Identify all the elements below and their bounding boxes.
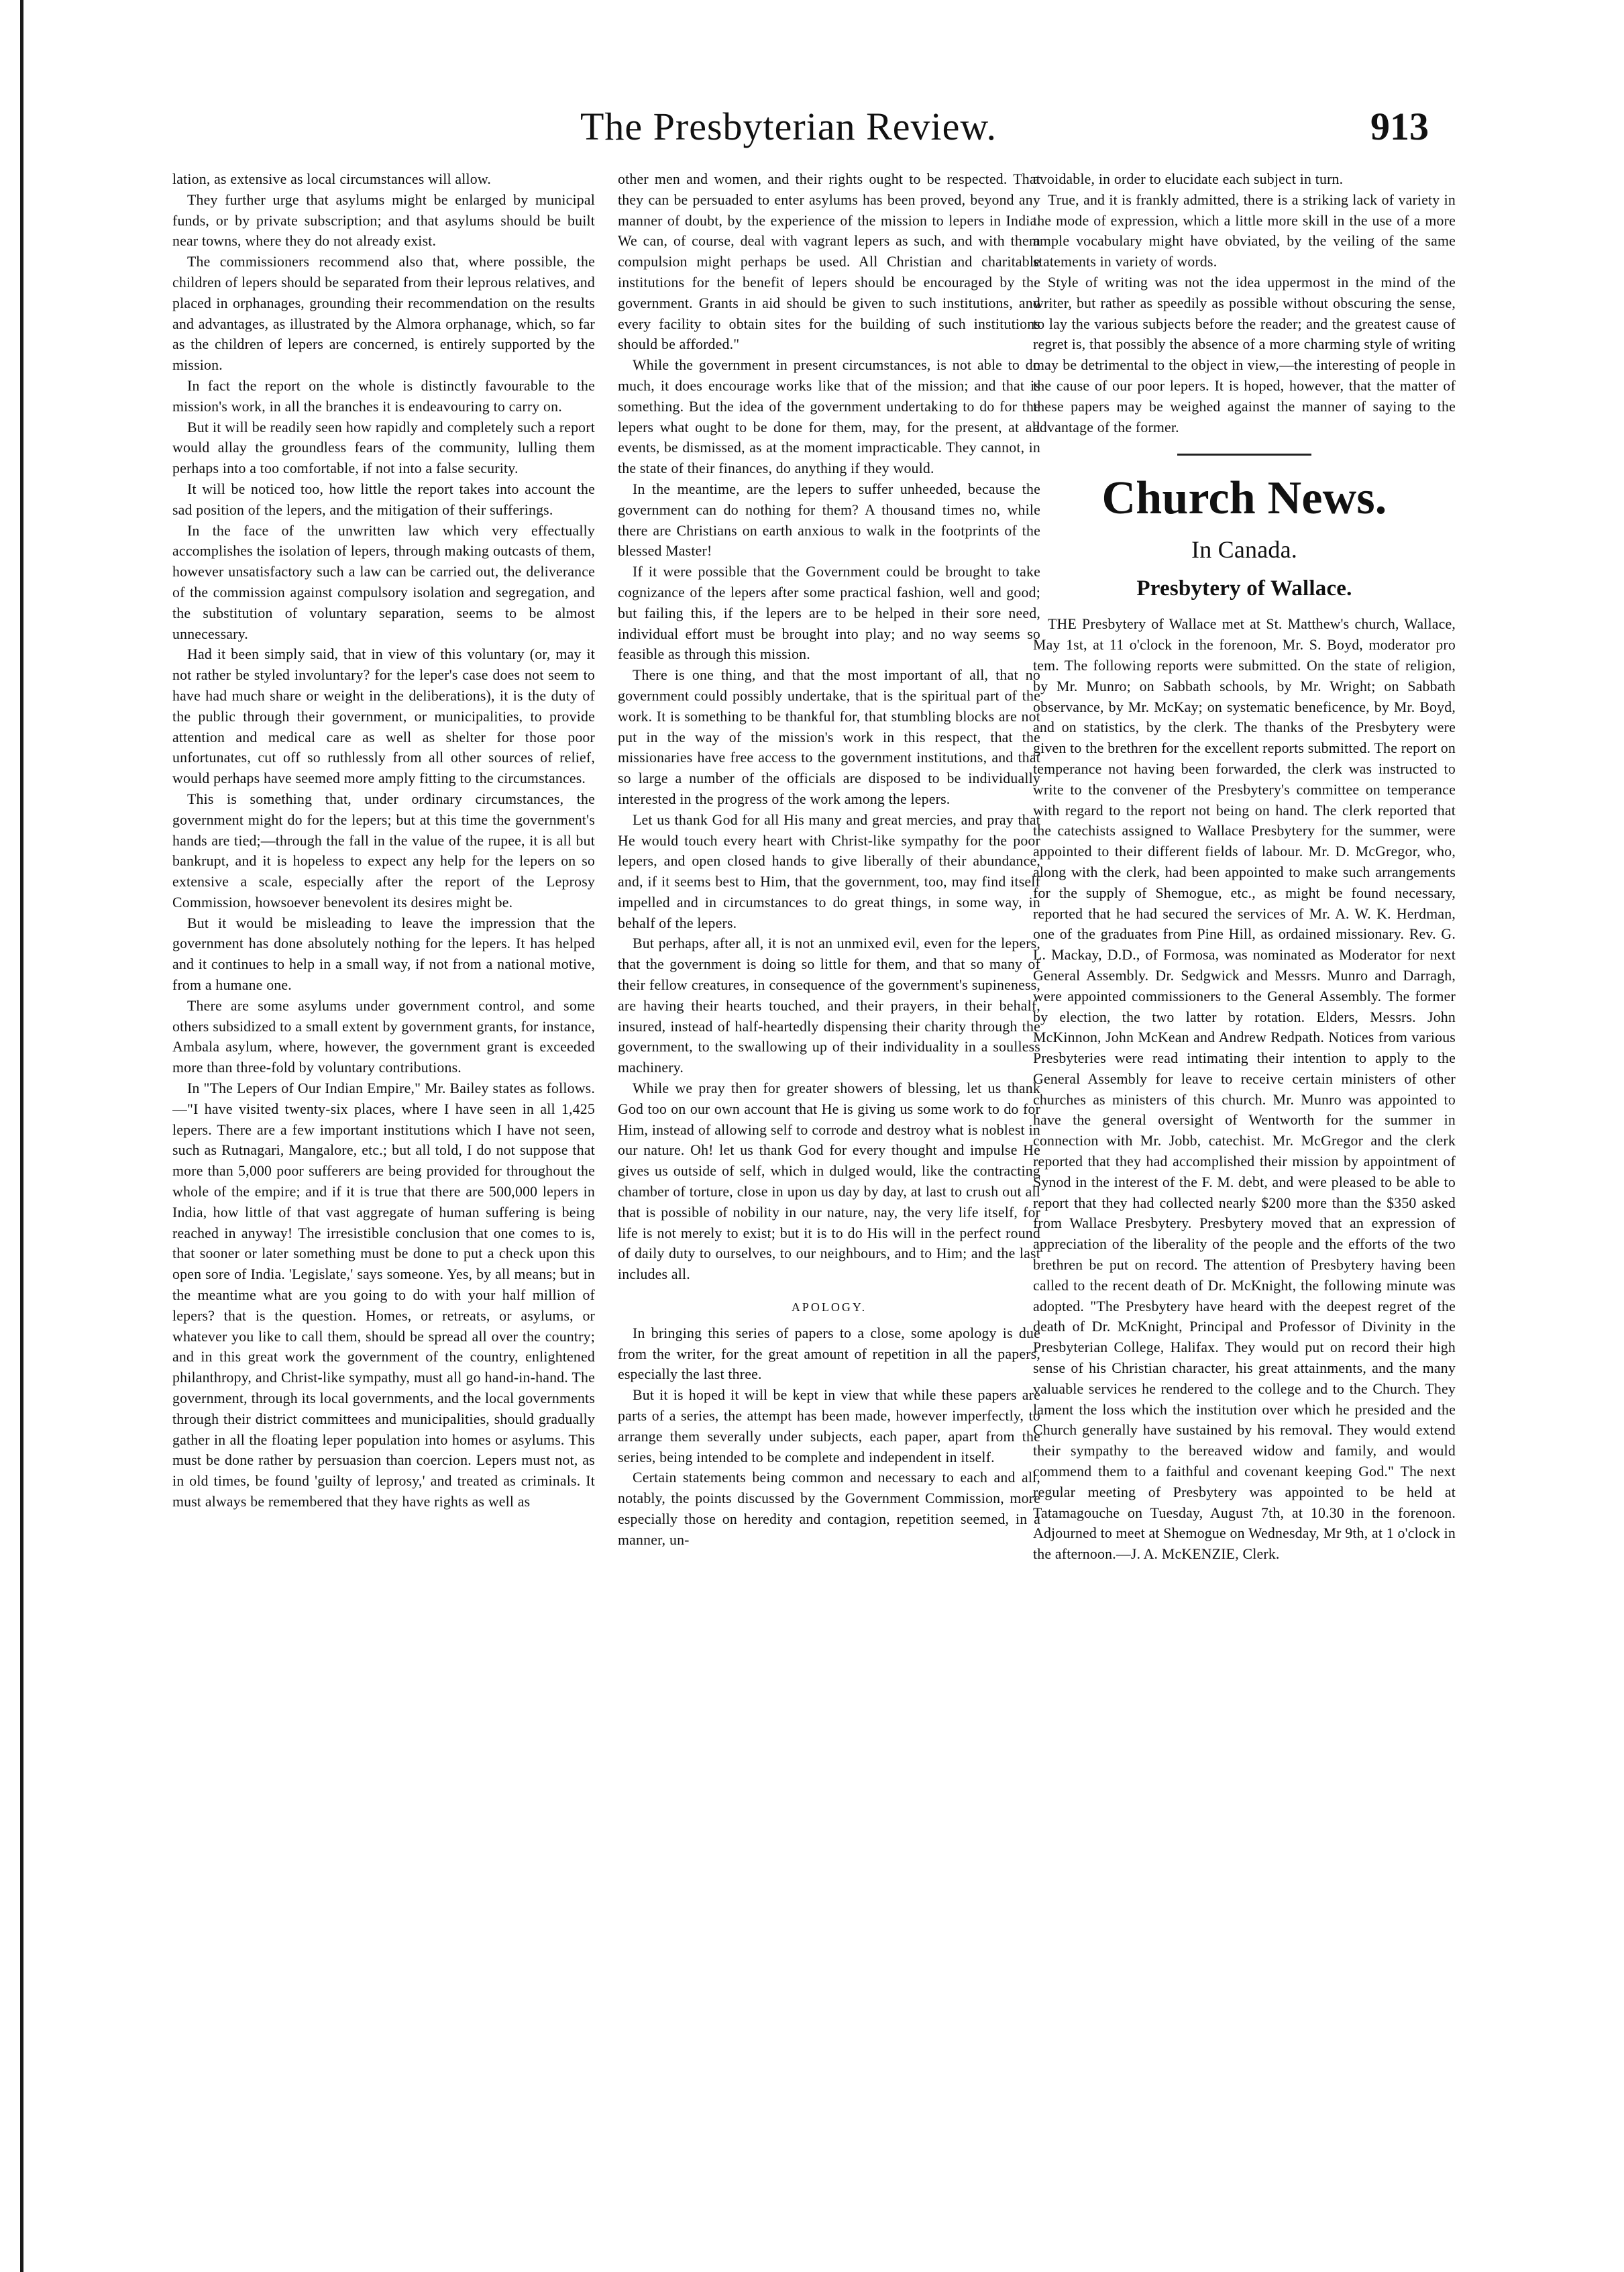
paragraph: In "The Lepers of Our Indian Empire," Mr. Bailey states as follows.—"I have visited twenty-six places, where I have seen in all 1,425 lepers. There are a few important institutions which I have not seen, such as Rutnagari, Mangalore, etc.; but all told, I do not suppose that more than 5,000 poor sufferers are being provided for throughout the whole of the empire; and if it is true that there are 500,000 lepers in India, how little of that vast aggregate of human suffering is being reached in anyway! The irresistible conclusion that one comes to is, that sooner or later something must be done to put a check upon this open sore of India. 'Legislate,' says someone. Yes, by all means; but in the meantime what are you going to do with your half million of lepers? that is the question. Homes, or retreats, or asylums, or whatever you like to call them, should be spread all over the country; and in this great work the government of the country, enlightened philanthropy, and Christ-like sympathy, must all go hand-in-hand. The government, through its local governments, and the local governments through their district committees and municipalities, should gradually gather in all the floating leper population into homes or asylums. This must be done rather by persuasion than coercion. Lepers must not, as in old times, be found 'guilty of leprosy,' and treated as criminals. It must always be remembered that they have rights as well as: [172, 1080, 595, 1510]
paragraph: In fact the report on the whole is distinctly favourable to the mission's work, in all the branches it is endeavouring to carry on.: [172, 377, 595, 415]
paragraph: This is something that, under ordinary circumstances, the government might do for the lepers; but at this time the government's hands are tied;—through the fall in the value of the rupee, it is all but bankrupt, and it is hopeless to expect any help for the lepers on so extensive a scale, especially after the report of the Leprosy Commission, howsoever benevolent its desires might be.: [172, 790, 595, 911]
paragraph: But it would be misleading to leave the impression that the government has done absolutely nothing for the lepers. It has helped and it continues to help in a small way, if not from a national motive, from a humane one.: [172, 915, 595, 994]
column-3: [1033, 169, 1456, 2236]
section-subtitle: In Canada.: [1191, 536, 1297, 564]
paragraph: While the government in present circumstances, is not able to do much, it does encourage works like that of the mission; and that is something. But the idea of the government undertaking to do for the lepers what ought to be done for them, may, for the present, at all events, be dismissed, as at the moment impracticable. They cannot, in the state of their finances, do anything if they would.: [618, 357, 1040, 477]
paragraph: Style of writing was not the idea uppermost in the mind of the writer, but rather as speedily as possible without obscuring the sense, to lay the various subjects before the reader; and the greatest cause of regret is, that possibly the absence of a more charming style of writing may be detrimental to the object in view,—the interesting of people in the cause of our poor lepers. It is hoped, however, that the matter of these papers may be weighed against the manner of saying to the advantage of the former.: [1033, 274, 1456, 435]
paragraph: True, and it is frankly admitted, there is a striking lack of variety in the mode of expression, which a little more skill in the use of a more ample vocabulary might have obviated, by the veiling of the same statements in variety of words.: [1033, 191, 1456, 270]
paragraph: other men and women, and their rights ought to be respected. That they can be persuaded to enter asylums has been proved, beyond any manner of doubt, by the experience of the mission to lepers in India. We can, of course, deal with vagrant lepers as such, and with them compulsion might perhaps be used. All Christian and charitable institutions for the benefit of lepers should be encouraged by the government. Grants in aid should be given to such institutions, and every facility to obtain sites for the building of such institutions should be afforded.": [618, 171, 1040, 353]
page-edge-rule: [20, 0, 23, 2272]
paragraph: But it will be readily seen how rapidly and completely such a report would allay the groundless fears of the community, lulling them perhaps into a too comfortable, if not into a false security.: [172, 419, 595, 477]
column-1: [172, 169, 595, 2236]
paragraph: But it is hoped it will be kept in view that while these papers are parts of a series, the attempt has been made, however imperfectly, to arrange them severally under subjects, each paper, apart from the series, being intended to be complete and independent in itself.: [618, 1387, 1040, 1465]
paragraph: Had it been simply said, that in view of this voluntary (or, may it not rather be styled involuntary? for the leper's case does not seem to have had much share or weight in the deliberations), it is the duty of the public through their government, or municipalities, to provide attention and medical care as well as shelter for those poor unfortunates, cut off so ruthlessly from all other sources of relief, would perhaps have seemed more amply fitting to the circumstances.: [172, 646, 595, 787]
paragraph: THE Presbytery of Wallace met at St. Matthew's church, Wallace, May 1st, at 11 o'clock in the forenoon, Mr. S. Boyd, moderator pro tem. The following reports were submitted. On the state of religion, by Mr. Munro; on Sabbath schools, by Mr. Wright; on Sabbath observance, by Mr. McKay; on systematic beneficence, by Mr. Boyd, and on statistics, by the clerk. The thanks of the Presbytery were given to the brethren for the excellent reports submitted. The report on temperance not having been forwarded, the clerk was instructed to write to the convener of the Presbytery's committee on temperance with regard to the report not being on hand. The clerk reported that the catechists assigned to Wallace Presbytery for the summer, were appointed to their different fields of labour. Mr. D. McGregor, who, along with the clerk, had been appointed to make such arrangements for the supply of Shemogue, etc., as might be found necessary, reported that he had secured the services of Mr. A. W. K. Herdman, one of the graduates from Pine Hill, as ordained missionary. Rev. G. L. Mackay, D.D., of Formosa, was nominated as Moderator for next General Assembly. Dr. Sedgwick and Messrs. Munro and Darragh, were appointed commissioners to the General Assembly. The former by election, the two latter by rotation. Elders, Messrs. John McKinnon, John McKean and Andrew Redpath. Notices from various Presbyteries were read intimating their intention to apply to the General Assembly for leave to receive certain ministers of other churches as ministers of this church. Mr. Munro was appointed to have the general oversight of Wentworth for the summer in connection with Mr. Jobb, catechist. Mr. McGregor and the clerk reported that they had accomplished their mission by appointment of Synod in the interest of the F. M. debt, and were pleased to be able to report that they had collected nearly $200 more than the $350 asked from Wallace Presbytery. Presbytery moved that an expression of appreciation of the liberality of the people and the efforts of the two brethren be put on record. The attention of Presbytery having been called to the recent death of Dr. McKnight, the following minute was adopted. "The Presbytery have heard with the deepest regret of the death of Dr. McKnight, Principal and Professor of Divinity in the Presbyterian College, Halifax. They would put on record their high sense of his Christian character, his great attainments, and the many valuable services he rendered to the college and to the Church. They lament the loss which the institution over which he presided and the Church generally have sustained by his removal. They would extend their sympathy to the bereaved widow and family, and would commend them to a faithful and covenant keeping God." The next regular meeting of Presbytery was appointed to be held at Tatamagouche on Tuesday, August 7th, at 10.30 in the forenoon. Adjourned to meet at Shemogue on Wednesday, Mr 9th, at 1 o'clock in the afternoon.—J. A. McKENZIE, Clerk.: [1033, 616, 1456, 1563]
paragraph: If it were possible that the Government could be brought to take cognizance of the lepers after some practical fashion, well and good; but failing this, if the lepers are to be helped in their sore need, individual effort must be brought into play; and no way seems so feasible as through this mission.: [618, 564, 1040, 663]
paragraph: There is one thing, and that the most important of all, that no government could possibly undertake, that is the spiritual part of the work. It is something to be thankful for, that stumbling blocks are not put in the way of the mission's work in this respect, that the missionaries have free access to the government institutions, and that so large a number of the officials are disposed to be individually interested in the progress of the work among the lepers.: [618, 667, 1040, 807]
paragraph: In bringing this series of papers to a close, some apology is due from the writer, for the great amount of repetition in all the papers, especially the last three.: [618, 1325, 1040, 1383]
paragraph: In the meantime, are the lepers to suffer unheeded, because the government can do nothing for them? A thousand times no, while there are Christians on earth anxious to walk in the footprints of the blessed Master!: [618, 480, 1040, 560]
section-divider: [1177, 454, 1311, 456]
paragraph: While we pray then for greater showers of blessing, let us thank God too on our own account that He is giving us some work to do for Him, instead of allowing self to corrode and destroy what is noblest in our nature. Oh! let us thank God for every thought and impulse He gives us outside of self, which in dulged would, like the contracting chamber of torture, close in upon us day by day, at last to crush out all that is possible of nobility in our nature, nay, the very life itself, for life is not merely to exist; but it is to do His will in the perfect round of daily duty to ourselves, to our neighbours, and to Him; and the last includes all.: [618, 1080, 1040, 1283]
section-title: Church News.: [1101, 472, 1387, 525]
running-title: The Presbyterian Review.: [580, 105, 997, 148]
paragraph: There are some asylums under government control, and some others subsidized to a small extent by government grants, for instance, Ambala asylum, where, however, the government grant is exceeded more than three-fold by voluntary contributions.: [172, 997, 595, 1076]
paragraph: The commissioners recommend also that, where possible, the children of lepers should be separated from their leprous relatives, and placed in orphanages, grounding their recommendation on the results and advantages, as illustrated by the Almora orphanage, which, so far as the children of lepers are concerned, is entirely supported by the mission.: [172, 254, 595, 374]
column-2: [618, 169, 1040, 2236]
apology-heading: APOLOGY.: [791, 1300, 867, 1314]
paragraph: Certain statements being common and necessary to each and all, notably, the points discussed by the Government Commission, more especially those on heredity and contagion, repetition seemed, in a manner, un-: [618, 1469, 1040, 1548]
paragraph: It will be noticed too, how little the report takes into account the sad position of the lepers, and the mitigation of their sufferings.: [172, 480, 595, 518]
paragraph: Let us thank God for all His many and great mercies, and pray that He would touch every heart with Christ-like sympathy for the poor lepers, and open closed hands to give liberally of their abundance, and, if it seems best to Him, that the government, too, may find itself impelled and in circumstances to do great things, in some way, in behalf of the lepers.: [618, 811, 1040, 931]
page-header: [171, 101, 1456, 174]
page-number: 913: [1370, 105, 1429, 148]
paragraph: In the face of the unwritten law which very effectually accomplishes the isolation of lepers, through making outcasts of them, however unsatisfactory such a law can be carried out, the deliverance of the commission against compulsory isolation and segregation, and the substitution of voluntary separation, seems to be almost unnecessary.: [172, 522, 595, 642]
paragraph: They further urge that asylums might be enlarged by municipal funds, or by private subscription; and that asylums should be built near towns, where they do not already exist.: [172, 191, 595, 250]
paragraph: avoidable, in order to elucidate each subject in turn.: [1033, 171, 1344, 187]
paragraph: lation, as extensive as local circumstances will allow.: [172, 171, 492, 187]
paragraph: But perhaps, after all, it is not an unmixed evil, even for the lepers, that the government is doing so little for them, and that so many of their fellow creatures, in consequence of the government's supineness, are having their hearts touched, and their prayers, in their behalf, insured, instead of half-heartedly dispensing their charity through the government, to the swallowing up of their individuality in a soulless machinery.: [618, 935, 1040, 1076]
report-title: Presbytery of Wallace.: [1136, 576, 1352, 601]
